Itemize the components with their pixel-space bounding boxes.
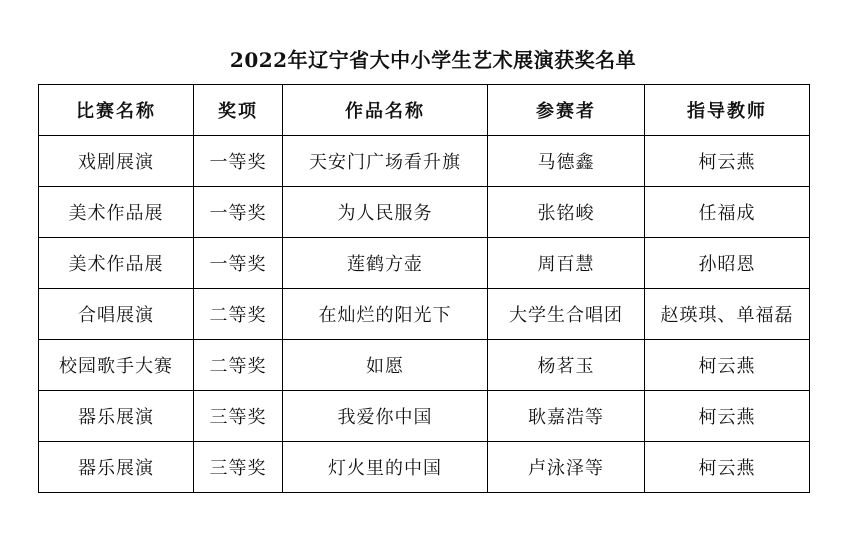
table-row [39, 187, 810, 238]
cell-award: 一等奖 [194, 238, 283, 289]
cell-award: 三等奖 [194, 442, 283, 493]
cell-instructor: 柯云燕 [645, 136, 810, 187]
cell-award: 二等奖 [194, 340, 283, 391]
cell-work-title: 灯火里的中国 [283, 442, 488, 493]
cell-competition: 戏剧展演 [39, 136, 194, 187]
table-header-row [39, 85, 810, 136]
cell-competition: 美术作品展 [39, 187, 194, 238]
table-row [39, 340, 810, 391]
cell-instructor: 柯云燕 [645, 442, 810, 493]
cell-competition: 校园歌手大赛 [39, 340, 194, 391]
cell-participant: 周百慧 [488, 238, 645, 289]
cell-work-title: 莲鹤方壶 [283, 238, 488, 289]
cell-participant: 大学生合唱团 [488, 289, 645, 340]
cell-award: 一等奖 [194, 136, 283, 187]
cell-instructor: 孙昭恩 [645, 238, 810, 289]
table-row [39, 136, 810, 187]
cell-participant: 耿嘉浩等 [488, 391, 645, 442]
cell-participant: 马德鑫 [488, 136, 645, 187]
cell-competition: 器乐展演 [39, 442, 194, 493]
cell-competition: 器乐展演 [39, 391, 194, 442]
awards-table [38, 84, 810, 493]
cell-work-title: 如愿 [283, 340, 488, 391]
cell-instructor: 柯云燕 [645, 340, 810, 391]
cell-instructor: 柯云燕 [645, 391, 810, 442]
table-row [39, 238, 810, 289]
document-title: 2022年辽宁省大中小学生艺术展演获奖名单 [229, 48, 637, 72]
cell-award: 一等奖 [194, 187, 283, 238]
table-row [39, 289, 810, 340]
cell-work-title: 我爱你中国 [283, 391, 488, 442]
header-work-title: 作品名称 [283, 85, 488, 136]
cell-work-title: 为人民服务 [283, 187, 488, 238]
header-instructor: 指导教师 [645, 85, 810, 136]
cell-participant: 杨茗玉 [488, 340, 645, 391]
cell-work-title: 在灿烂的阳光下 [283, 289, 488, 340]
header-participant: 参赛者 [488, 85, 645, 136]
cell-competition: 美术作品展 [39, 238, 194, 289]
table-row [39, 442, 810, 493]
header-award: 奖项 [194, 85, 283, 136]
table-row [39, 391, 810, 442]
cell-work-title: 天安门广场看升旗 [283, 136, 488, 187]
cell-participant: 卢泳泽等 [488, 442, 645, 493]
header-competition: 比赛名称 [39, 85, 194, 136]
cell-award: 二等奖 [194, 289, 283, 340]
cell-award: 三等奖 [194, 391, 283, 442]
cell-instructor: 赵瑛琪、单福磊 [645, 289, 810, 340]
cell-competition: 合唱展演 [39, 289, 194, 340]
cell-participant: 张铭峻 [488, 187, 645, 238]
cell-instructor: 任福成 [645, 187, 810, 238]
